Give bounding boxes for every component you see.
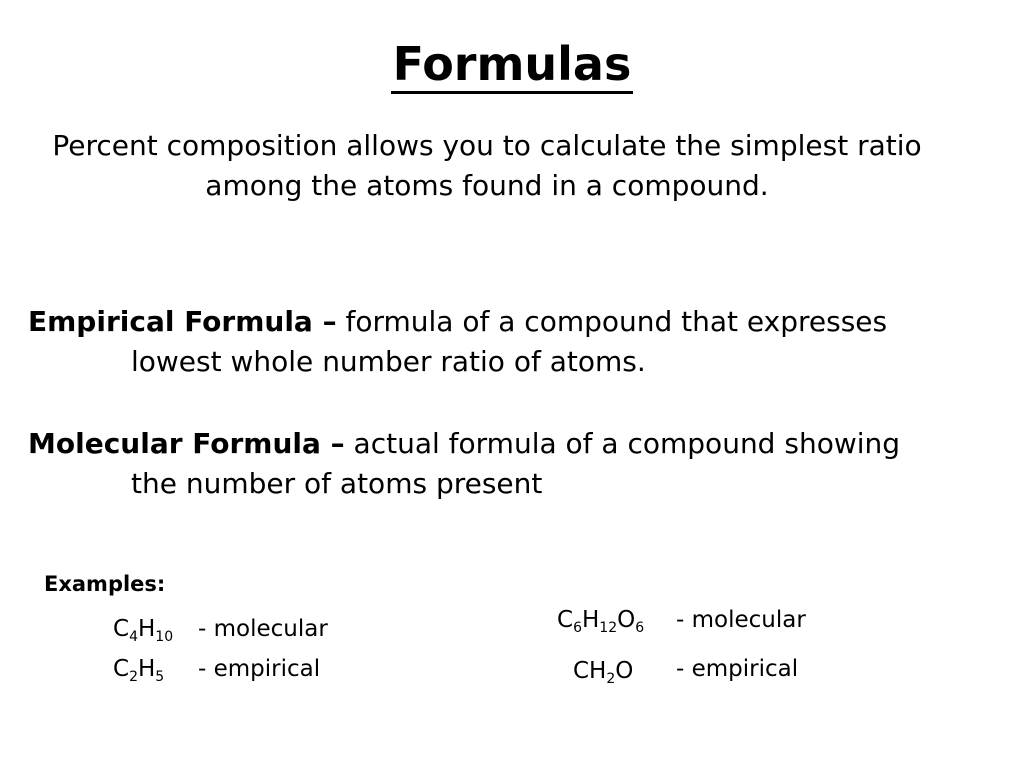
formula-subscript: 6 [573, 620, 582, 636]
formula-element: C [557, 607, 574, 633]
formula-subscript: 2 [606, 671, 616, 687]
example-formula-c4h10 [113, 613, 173, 645]
empirical-formula-term: Empirical Formula – [28, 305, 337, 338]
formula-element: H [137, 656, 156, 682]
formula-element: C [113, 616, 130, 642]
formula-element: H [581, 607, 600, 633]
example-desc-c2h5: - empirical [198, 656, 321, 682]
slide-title [0, 30, 1024, 98]
formula-element: CH [573, 658, 607, 684]
molecular-formula-def-line1: actual formula of a compound showing [344, 427, 901, 460]
examples-label: Examples: [44, 572, 166, 596]
example-formula-c2h5 [113, 653, 164, 685]
formula-subscript: 6 [635, 620, 645, 636]
formula-element: C [113, 656, 130, 682]
example-formula-ch2o [573, 655, 633, 687]
example-desc-c4h10: - molecular [198, 616, 328, 642]
formula-subscript: 12 [599, 620, 618, 636]
formula-element: O [615, 658, 634, 684]
slide-title-text: Formulas [391, 37, 634, 94]
formula-subscript: 5 [155, 669, 165, 685]
intro-paragraph: Percent composition allows you to calculate the simplest ratio among the atoms found in a compound. [52, 129, 922, 202]
molecular-formula-definition [28, 424, 998, 504]
example-desc-ch2o: - empirical [676, 656, 799, 682]
formula-subscript: 10 [155, 629, 174, 645]
molecular-formula-term: Molecular Formula – [28, 427, 345, 460]
formula-subscript: 4 [129, 629, 138, 645]
example-formula-c6h12o6 [557, 604, 644, 636]
empirical-formula-definition [28, 302, 998, 382]
formula-subscript: 2 [129, 669, 138, 685]
empirical-formula-def-line1: formula of a compound that expresses [336, 305, 888, 338]
example-desc-c6h12o6: - molecular [676, 607, 806, 633]
molecular-formula-def-line2: the number of atoms present [131, 467, 543, 500]
formula-element: O [617, 607, 636, 633]
formula-element: H [137, 616, 156, 642]
empirical-formula-def-line2: lowest whole number ratio of atoms. [131, 345, 646, 378]
